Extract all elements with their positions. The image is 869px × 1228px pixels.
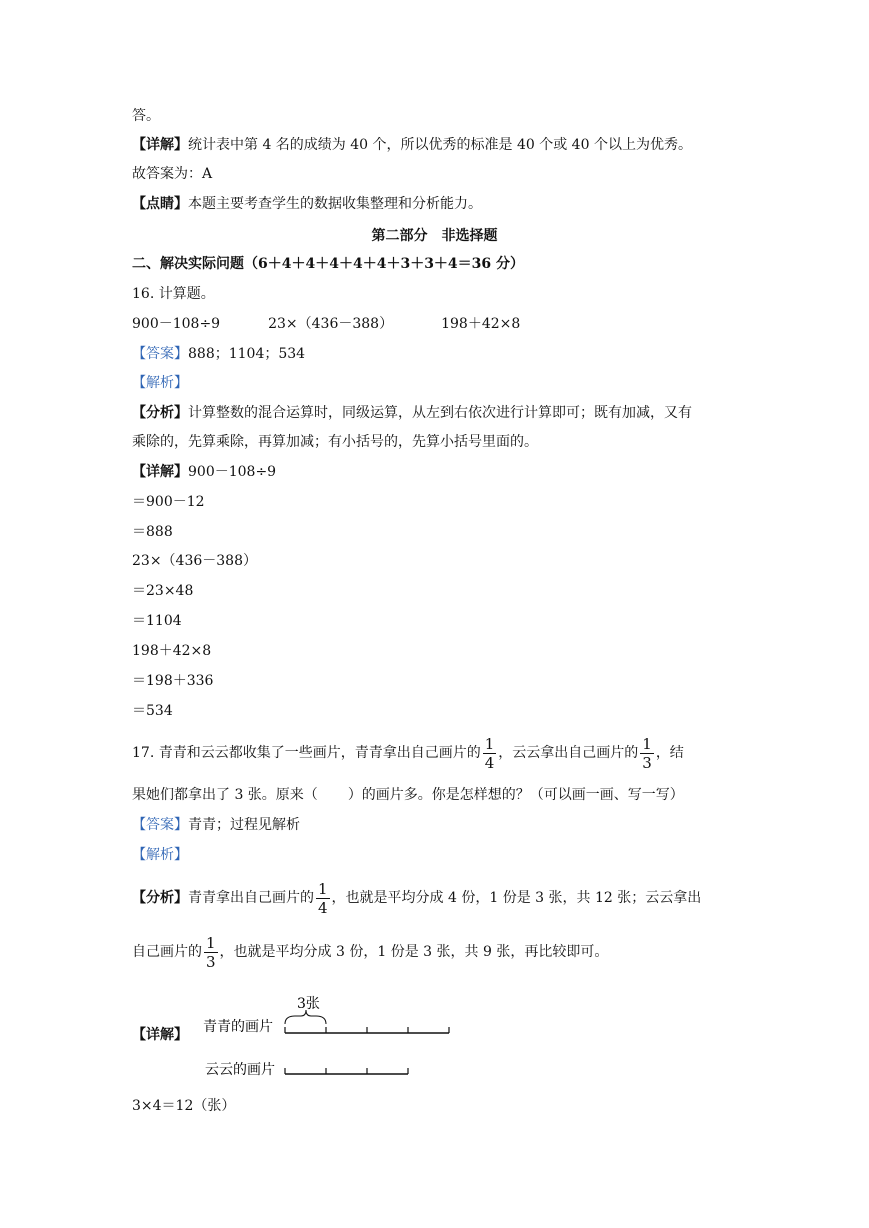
q16-step: 198＋42×8 <box>132 643 212 659</box>
q17-line2 <box>132 785 684 805</box>
q16-detail-first: 900－108÷9 <box>188 464 277 480</box>
q17-calc: 3×4＝12（张） <box>132 1098 236 1114</box>
q16-fenxi-text1: 计算整数的混合运算时，同级运算，从左到右依次进行计算即可；既有加减，又有 <box>188 405 692 421</box>
brace <box>285 1010 326 1024</box>
row2-label: 云云的画片 <box>205 1062 275 1078</box>
q17-text-c: ，结 <box>655 745 684 761</box>
q17-text-b: ，云云拿出自己画片的 <box>498 745 639 761</box>
q17-fenxi-d: ，也就是平均分成 3 份，1 份是 3 张，共 9 张，再比较即可。 <box>219 944 609 960</box>
q16-step: ＝534 <box>132 703 173 719</box>
part-title: 第二部分 非选择题 <box>371 228 498 244</box>
q16-expr3: 198＋42×8 <box>441 316 521 332</box>
answer-continuation: 答。 <box>132 108 160 124</box>
fraction-one-third: $\frac{1}{3}$ <box>642 734 652 772</box>
q16-step: ＝900－12 <box>132 494 205 510</box>
q17-answer-tag: 【答案】 <box>132 817 188 833</box>
q16-detail <box>132 462 276 482</box>
q16-step: 23×（436－388） <box>132 553 257 569</box>
q17-detail-tag-text: 【详解】 <box>132 1027 188 1043</box>
q17-line1 <box>132 733 684 773</box>
q16-answer-tag: 【答案】 <box>132 346 188 362</box>
q17-fenxi-line1 <box>132 878 701 918</box>
q16-title: 16. 计算题。 <box>132 286 215 302</box>
yunyun-segment <box>285 1068 408 1074</box>
final-answer: 故答案为：A <box>132 166 213 182</box>
q17-answer <box>132 815 300 835</box>
q16-fenxi-line1 <box>132 403 692 423</box>
q16-step: ＝198＋336 <box>132 673 214 689</box>
q16-step: ＝888 <box>132 524 173 540</box>
q16-answer-text: 888；1104；534 <box>188 346 306 362</box>
q16-analysis-tag: 【解析】 <box>132 375 188 391</box>
q16-answer <box>132 344 305 364</box>
q17-fenxi-tag: 【分析】 <box>132 890 188 906</box>
q16-detail-tag: 【详解】 <box>132 464 188 480</box>
line-segment-diagram <box>200 988 460 1088</box>
q17-text-a: 17. 青青和云云都收集了一些画片，青青拿出自己画片的 <box>132 745 481 761</box>
q17-answer-text: 青青；过程见解析 <box>188 817 300 833</box>
q16-expr1: 900－108÷9 <box>132 316 221 332</box>
q16-fenxi-tag: 【分析】 <box>132 405 188 421</box>
q17-text-e: ）的画片多。你是怎样想的？（可以画一画、写一写） <box>347 787 684 803</box>
fraction-one-quarter: $\frac{1}{4}$ <box>484 734 495 772</box>
comment-paragraph <box>132 194 482 214</box>
detail-tag: 【详解】 <box>132 137 188 153</box>
q17-fenxi-a: 青青拿出自己画片的 <box>188 890 314 906</box>
qingqing-segment <box>285 1027 449 1033</box>
comment-tag: 【点睛】 <box>132 196 188 212</box>
q16-step: ＝1104 <box>132 613 182 629</box>
q16-step: ＝23×48 <box>132 583 194 599</box>
q16-expressions <box>132 314 520 334</box>
q17-analysis-tag: 【解析】 <box>132 847 188 863</box>
fraction-one-quarter: $\frac{1}{4}$ <box>318 879 328 917</box>
q16-fenxi-line2: 乘除的，先算乘除，再算加减；有小括号的，先算小括号里面的。 <box>132 434 538 450</box>
brace-label: 3张 <box>297 996 320 1012</box>
detail-paragraph <box>132 135 692 155</box>
comment-text: 本题主要考查学生的数据收集整理和分析能力。 <box>188 196 482 212</box>
row1-label: 青青的画片 <box>203 1019 273 1035</box>
q17-fenxi-b: ，也就是平均分成 4 份，1 份是 3 张，共 12 张；云云拿出 <box>331 890 702 906</box>
q17-detail-tag <box>132 1025 188 1045</box>
q17-fenxi-line2 <box>132 932 608 972</box>
q17-text-d: 果她们都拿出了 3 张。原来（ <box>132 787 318 803</box>
detail-text: 统计表中第 4 名的成绩为 40 个，所以优秀的标准是 40 个或 40 个以上为优秀。 <box>188 137 692 153</box>
q16-expr2: 23×（436－388） <box>268 316 394 332</box>
q17-fenxi-c: 自己画片的 <box>132 944 202 960</box>
fraction-one-third: $\frac{1}{3}$ <box>206 933 216 971</box>
section-heading: 二、解决实际问题（6＋4＋4＋4＋4＋4＋3＋3＋4＝36 分） <box>132 256 525 272</box>
